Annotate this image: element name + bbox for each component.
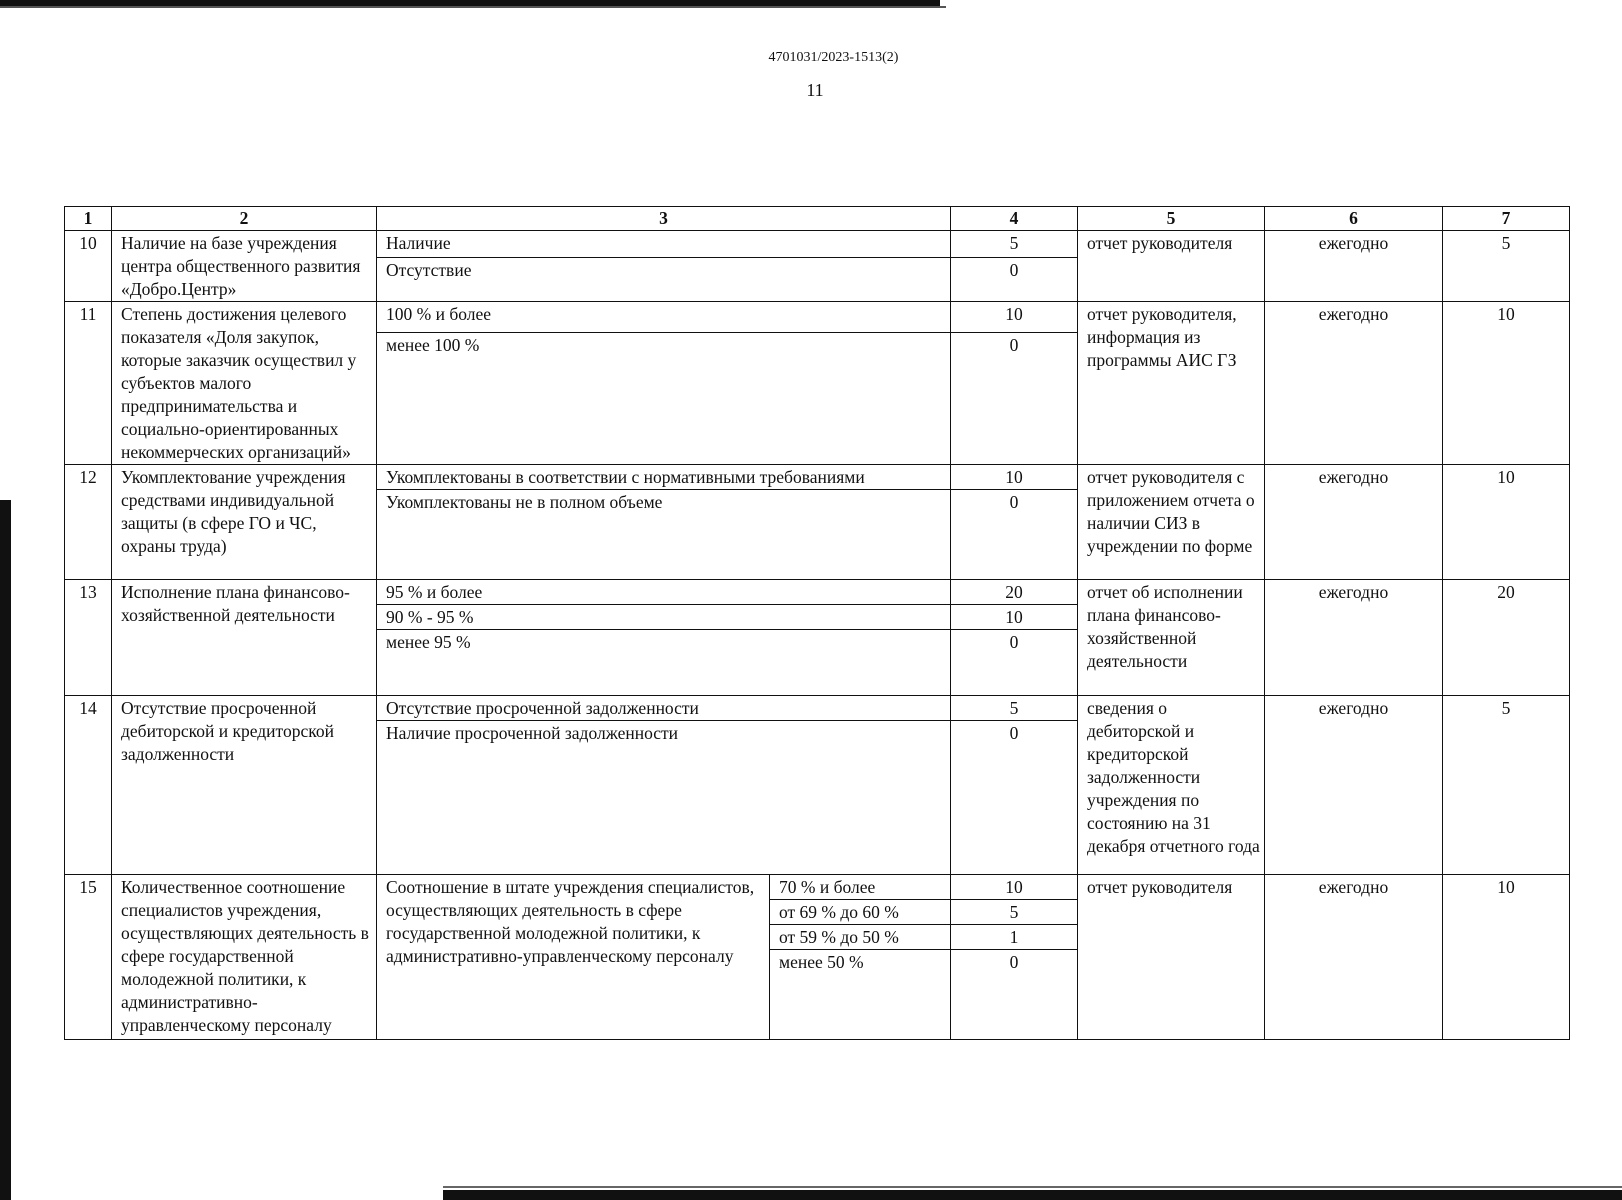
condition-cell: 70 % и более bbox=[770, 875, 951, 900]
condition-cell: 100 % и более bbox=[377, 302, 951, 333]
max-points: 10 bbox=[1443, 465, 1570, 580]
data-source: отчет руководителя с приложением отчета о наличии СИЗ в учреждении по форме bbox=[1078, 465, 1265, 580]
condition-cell: Укомплектованы не в полном объеме bbox=[377, 490, 951, 580]
points-cell: 5 bbox=[951, 696, 1078, 721]
frequency: ежегодно bbox=[1265, 302, 1443, 465]
points-cell: 10 bbox=[951, 465, 1078, 490]
criterion-text: Количественное соотношение специалистов учреждения, осуществляющих деятельность в сфере государственной молодежной политики, к административно-управленческому персоналу bbox=[112, 875, 377, 1040]
points-cell: 1 bbox=[951, 925, 1078, 950]
data-source: отчет об исполнении плана финансово-хозяйственной деятельности bbox=[1078, 580, 1265, 696]
condition-cell: Наличие просроченной задолженности bbox=[377, 721, 951, 875]
max-points: 10 bbox=[1443, 875, 1570, 1040]
points-cell: 0 bbox=[951, 490, 1078, 580]
frequency: ежегодно bbox=[1265, 580, 1443, 696]
points-cell: 10 bbox=[951, 605, 1078, 630]
row-number: 12 bbox=[65, 465, 112, 580]
condition-cell: от 69 % до 60 % bbox=[770, 900, 951, 925]
table-header-row bbox=[65, 207, 1570, 231]
condition-cell: менее 100 % bbox=[377, 333, 951, 465]
column-header: 7 bbox=[1443, 207, 1570, 231]
points-cell: 20 bbox=[951, 580, 1078, 605]
row-number: 14 bbox=[65, 696, 112, 875]
row-number: 10 bbox=[65, 231, 112, 302]
condition-cell: 95 % и более bbox=[377, 580, 951, 605]
table-row bbox=[65, 696, 1570, 721]
column-header: 3 bbox=[377, 207, 951, 231]
scan-edge-bottom bbox=[443, 1190, 1622, 1200]
points-cell: 10 bbox=[951, 302, 1078, 333]
condition-cell: Отсутствие просроченной задолженности bbox=[377, 696, 951, 721]
max-points: 20 bbox=[1443, 580, 1570, 696]
document-number: 4701031/2023-1513(2) bbox=[768, 50, 899, 65]
column-header: 1 bbox=[65, 207, 112, 231]
points-cell: 5 bbox=[951, 900, 1078, 925]
points-cell: 0 bbox=[951, 950, 1078, 1040]
table-row bbox=[65, 580, 1570, 605]
condition-cell: менее 95 % bbox=[377, 630, 951, 696]
table-row bbox=[65, 465, 1570, 490]
column-header: 5 bbox=[1078, 207, 1265, 231]
frequency: ежегодно bbox=[1265, 696, 1443, 875]
column-header: 4 bbox=[951, 207, 1078, 231]
frequency: ежегодно bbox=[1265, 875, 1443, 1040]
criterion-text: Укомплектование учреждения средствами индивидуальной защиты (в сфере ГО и ЧС, охраны труда) bbox=[112, 465, 377, 580]
condition-cell: менее 50 % bbox=[770, 950, 951, 1040]
points-cell: 0 bbox=[951, 630, 1078, 696]
data-source: отчет руководителя, информация из программы АИС ГЗ bbox=[1078, 302, 1265, 465]
scan-edge-bottom-shadow bbox=[443, 1186, 1622, 1188]
max-points: 5 bbox=[1443, 231, 1570, 302]
data-source: отчет руководителя bbox=[1078, 875, 1265, 1040]
criterion-text: Исполнение плана финансово-хозяйственной деятельности bbox=[112, 580, 377, 696]
column-header: 6 bbox=[1265, 207, 1443, 231]
condition-description: Соотношение в штате учреждения специалистов, осуществляющих деятельность в сфере государственной молодежной политики, к административно-управленческому персоналу bbox=[377, 875, 770, 1040]
data-source: отчет руководителя bbox=[1078, 231, 1265, 302]
page-number: 11 bbox=[806, 80, 824, 100]
criterion-text: Наличие на базе учреждения центра общественного развития «Добро.Центр» bbox=[112, 231, 377, 302]
table-row bbox=[65, 231, 1570, 258]
condition-cell: 90 % - 95 % bbox=[377, 605, 951, 630]
scan-edge-left bbox=[0, 500, 11, 1200]
points-cell: 0 bbox=[951, 258, 1078, 302]
row-number: 11 bbox=[65, 302, 112, 465]
column-header: 2 bbox=[112, 207, 377, 231]
frequency: ежегодно bbox=[1265, 231, 1443, 302]
criteria-table bbox=[64, 206, 1570, 1040]
condition-cell: от 59 % до 50 % bbox=[770, 925, 951, 950]
data-source: сведения о дебиторской и кредиторской задолженности учреждения по состоянию на 31 декабря отчетного года bbox=[1078, 696, 1265, 875]
points-cell: 10 bbox=[951, 875, 1078, 900]
criterion-text: Отсутствие просроченной дебиторской и кредиторской задолженности bbox=[112, 696, 377, 875]
points-cell: 0 bbox=[951, 721, 1078, 875]
max-points: 5 bbox=[1443, 696, 1570, 875]
table-row bbox=[65, 302, 1570, 333]
points-cell: 5 bbox=[951, 231, 1078, 258]
scan-edge-top-shadow bbox=[0, 6, 946, 8]
points-cell: 0 bbox=[951, 333, 1078, 465]
max-points: 10 bbox=[1443, 302, 1570, 465]
condition-cell: Отсутствие bbox=[377, 258, 951, 302]
row-number: 15 bbox=[65, 875, 112, 1040]
condition-cell: Наличие bbox=[377, 231, 951, 258]
table-row bbox=[65, 875, 1570, 900]
row-number: 13 bbox=[65, 580, 112, 696]
criterion-text: Степень достижения целевого показателя «Доля закупок, которые заказчик осуществил у субъектов малого предпринимательства и социально-ориентированных некоммерческих организаций» bbox=[112, 302, 377, 465]
condition-cell: Укомплектованы в соответствии с нормативными требованиями bbox=[377, 465, 951, 490]
frequency: ежегодно bbox=[1265, 465, 1443, 580]
